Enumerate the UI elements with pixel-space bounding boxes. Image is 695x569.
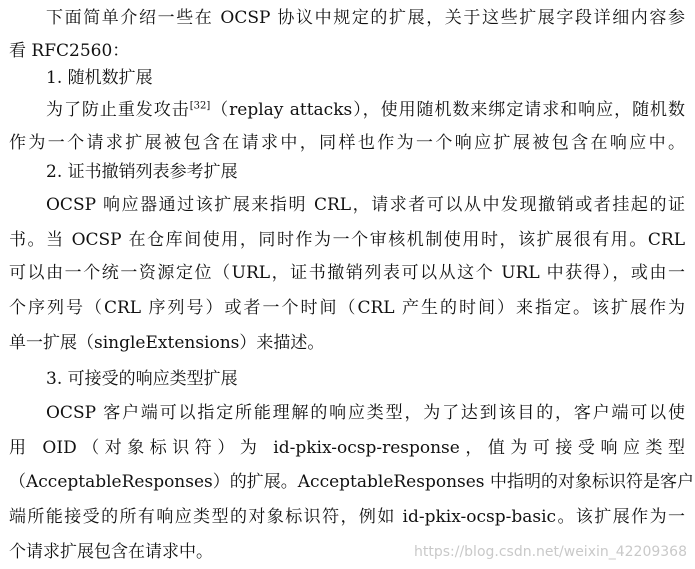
p1-line-1-pre: 为了防止重发攻击 bbox=[46, 100, 190, 120]
p2-line-2: 书。当 OCSP 在仓库间使用，同时作为一个审核机制使用时，该扩展很有用。CRL bbox=[9, 230, 685, 250]
p3-line-1: OCSP 客户端可以指定所能理解的响应类型，为了达到该目的，客户端可以使 bbox=[46, 403, 685, 423]
p3-line-3: （AcceptableResponses）的扩展。AcceptableResponses 中指明的对象标识符是客户 bbox=[9, 472, 694, 492]
p1-line-1 bbox=[46, 98, 685, 122]
p3-line-2: 用 OID（对象标识符）为 id-pkix-ocsp-response，值为可接受响应类型 bbox=[9, 438, 685, 458]
intro-line-2: 看 RFC2560： bbox=[9, 41, 130, 61]
p3-line-5: 个请求扩展包含在请求中。 bbox=[9, 542, 213, 562]
heading-crl-reference-extension: 2. 证书撤销列表参考扩展 bbox=[46, 162, 238, 182]
p2-line-3: 可以由一个统一资源定位（URL，证书撤销列表可以从这个 URL 中获得），或由一 bbox=[9, 263, 685, 283]
p1-line-1-post: （replay attacks），使用随机数来绑定请求和响应，随机数 bbox=[210, 100, 685, 120]
p3-line-4: 端所能接受的所有响应类型的对象标识符，例如 id-pkix-ocsp-basic。该扩展作为一 bbox=[9, 507, 685, 527]
heading-acceptable-response-types: 3. 可接受的响应类型扩展 bbox=[46, 369, 238, 389]
watermark: https://blog.csdn.net/weixin_42209368 bbox=[413, 544, 687, 560]
p2-line-1: OCSP 响应器通过该扩展来指明 CRL，请求者可以从中发现撤销或者挂起的证 bbox=[46, 195, 685, 215]
citation-ref: [32] bbox=[189, 100, 211, 112]
heading-nonce-extension: 1. 随机数扩展 bbox=[46, 68, 153, 88]
intro-line-1: 下面简单介绍一些在 OCSP 协议中规定的扩展，关于这些扩展字段详细内容参 bbox=[46, 8, 685, 28]
p1-line-2: 作为一个请求扩展被包含在请求中，同样也作为一个响应扩展被包含在响应中。 bbox=[9, 133, 685, 153]
p2-line-4: 个序列号（CRL 序列号）或者一个时间（CRL 产生的时间）来指定。该扩展作为 bbox=[9, 298, 685, 318]
p2-line-5: 单一扩展（singleExtensions）来描述。 bbox=[9, 333, 325, 353]
